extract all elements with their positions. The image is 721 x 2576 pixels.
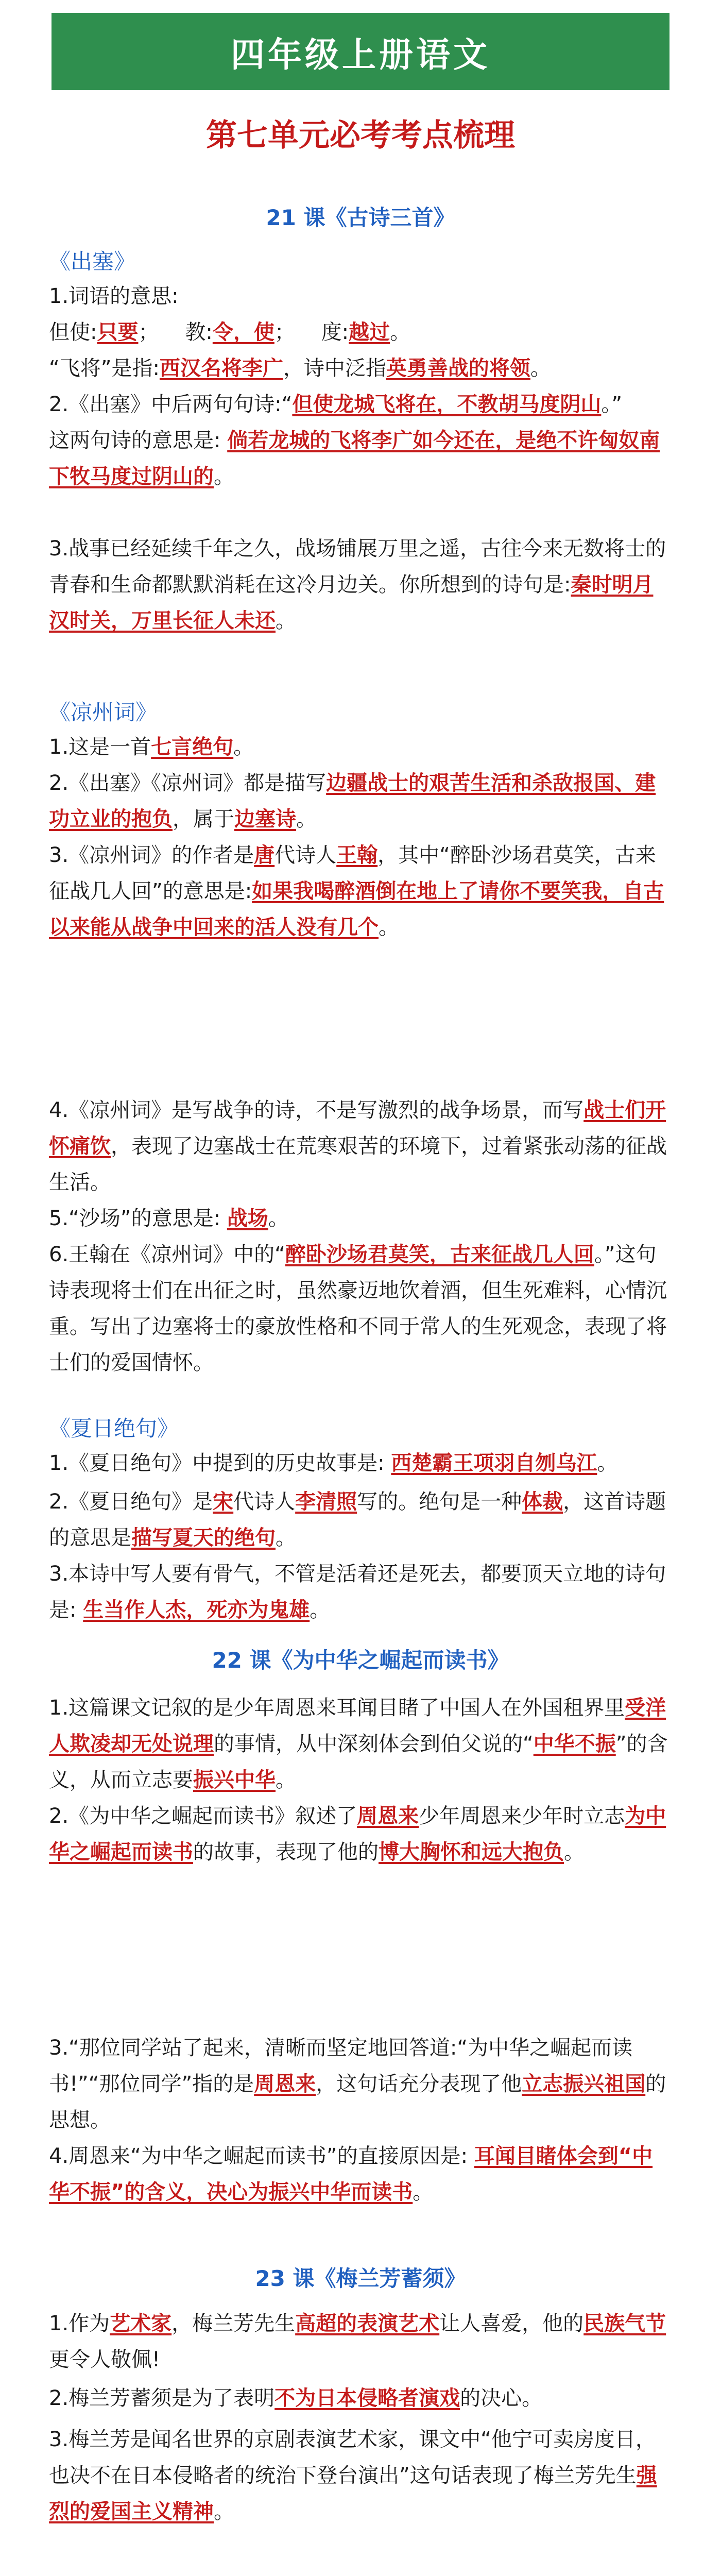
text: 2.《出塞》中后两句句诗:“ [49,393,293,416]
text: 1.这是一首 [49,735,151,759]
text: ，这首诗题的意思是 [49,1490,666,1550]
chusai-q1 [49,278,672,386]
answer: 醉卧沙场君莫笑，古来征战几人回 [285,1243,594,1266]
text: ，其中“醉卧沙场君莫笑，古来征战几人回”的意思是: [49,843,656,903]
answer: 西汉名将李广 [159,357,283,380]
l22-q3 [49,2030,672,2138]
feijiang-line [49,350,672,386]
text: 。 [597,1451,618,1475]
lz-q4 [49,1092,672,1200]
l22-q1 [49,1690,672,1798]
text: 。 [296,807,317,831]
text: 让人喜爱，他的 [439,2312,584,2335]
text: 1.这篇课文记叙的是少年周恩来耳闻目睹了中国人在外国租界里 [49,1696,625,1720]
lesson-22-title: 22 课《为中华之崛起而读书》 [212,1648,509,1673]
text: 。” [601,393,623,416]
l23-q2 [49,2380,672,2416]
answer: 七言绝句 [151,735,234,759]
text: ，这句话充分表现了他 [316,2072,522,2096]
chusai-q3 [49,531,672,639]
text: 的事情，从中深刻体会到伯父说的“ [214,1732,534,1756]
text: 代诗人 [233,1490,296,1514]
text: 的决心。 [460,2386,543,2410]
answer: 体裁 [522,1490,563,1514]
text: ，梅兰芳先生 [171,2312,296,2335]
text: 1.作为 [49,2312,110,2335]
text: 2.《夏日绝句》是 [49,1490,213,1514]
text: 3.战事已经延续千年之久，战场铺展万里之遥，古往今来无数将士的青春和生命都默默消耗在这冷月边关。你所想到的诗句是: [49,537,666,597]
word-label: 度: [321,320,349,344]
answer: 描写夏天的绝句 [131,1526,276,1550]
answer: 宋 [213,1490,234,1514]
answer: 强烈的爱国主义精神 [49,2464,657,2523]
l22-q4 [49,2138,672,2210]
text: “飞将”是指: [49,357,160,380]
text: 。 [276,1768,296,1792]
answer: 边疆战士的艰苦生活和杀敌报国、建功立业的抱负 [49,771,656,831]
text: 。 [564,1840,585,1864]
answer: 西楚霸王项羽自刎乌江 [391,1451,597,1475]
answer: 高超的表演艺术 [295,2312,440,2335]
chusai-q2 [49,386,672,495]
text: ”的含义，从而立志要 [49,1732,668,1792]
answer: 振兴中华 [193,1768,276,1792]
answer: 越过 [349,320,390,344]
text: 的故事，表现了他的 [193,1840,379,1864]
section-liangzhouci: 《凉州词》 [49,700,158,725]
answer: 李清照 [295,1490,357,1514]
answer: 英勇善战的将领 [386,357,530,380]
text: ，诗中泛指 [283,357,386,380]
l23-q3 [49,2421,672,2530]
answer: 如果我喝醉酒倒在地上了请你不要笑我，自古以来能从战争中回来的活人没有几个 [49,879,664,939]
answer: 秦时明月汉时关，万里长征人未还 [49,573,654,633]
text: 5.“沙场”的意思是: [49,1207,227,1230]
text: 。 [310,1598,331,1622]
answer: 不为日本侵略者演戏 [274,2386,460,2410]
text: ，属于 [173,807,234,831]
answer: 令，使 [212,320,274,344]
l23-q1 [49,2306,672,2378]
text: 。 [379,916,399,939]
answer: 王翰 [336,843,378,867]
lesson-23-title: 23 课《梅兰芳蓄须》 [255,2266,466,2291]
text: 少年周恩来少年时立志 [419,1804,625,1828]
word-label: 教: [185,320,213,344]
text: 代诗人 [274,843,337,867]
text: ，表现了边塞战士在荒寒艰苦的环境下，过着紧张动荡的征战生活。 [49,1134,667,1194]
q1-label: 1.词语的意思: [49,284,179,308]
l22-q2 [49,1798,672,1870]
answer: 立志振兴祖国 [522,2072,646,2096]
page-title-banner [52,13,670,90]
text: 。 [413,2180,434,2204]
answer: 唐 [254,843,275,867]
text: 6.王翰在《凉州词》中的“ [49,1243,285,1266]
text: 3.《凉州词》的作者是 [49,843,254,867]
answer: 倘若龙城的飞将李广如今还在，是绝不许匈奴南下牧马度过阴山的 [49,429,660,488]
answer: 但使龙城飞将在，不教胡马度阴山 [292,393,602,416]
text: 。 [233,735,254,759]
text: 3.梅兰芳是闻名世界的京剧表演艺术家，课文中“他宁可卖房度日，也决不在日本侵略者的统治下登台演出”这句话表现了梅兰芳先生 [49,2428,656,2487]
answer: 边塞诗 [234,807,296,831]
text: 。”这句诗表现将士们在出征之时，虽然豪迈地饮着酒，但生死难料，心情沉重。写出了边塞将士的豪放性格和不同于常人的生死观念，表现了将士们的爱国情怀。 [49,1243,667,1375]
text: 。 [268,1207,289,1230]
answer: 艺术家 [110,2312,172,2335]
text: 4.周恩来“为中华之崛起而读书”的直接原因是: [49,2144,474,2168]
xr-q1 [49,1445,672,1481]
answer: 战士们开怀痛饮 [49,1098,666,1158]
text: 。 [530,357,551,380]
lz-q5 [49,1200,672,1236]
unit-subtitle: 第七单元必考考点梳理 [206,117,515,154]
text: 2.《出塞》《凉州词》都是描写 [49,771,327,795]
lz-q6 [49,1236,672,1381]
answer: 博大胸怀和远大抱负 [379,1840,564,1864]
answer: 受洋人欺凌却无处说理 [49,1696,666,1756]
section-xiarijueju: 《夏日绝句》 [49,1416,179,1441]
text: 3.“那位同学站了起来，清晰而坚定地回答道:“为中华之崛起而读书!”“那位同学”指的是 [49,2036,633,2096]
word-label: 但使: [49,320,97,344]
text: 。 [276,609,296,633]
text: 1.《夏日绝句》中提到的历史故事是: [49,1451,391,1475]
answer: 周恩来 [357,1804,419,1828]
page-title: 四年级上册语文 [231,35,490,75]
xr-q2 [49,1484,672,1556]
text: 写的。绝句是一种 [357,1490,522,1514]
text: 3.本诗中写人要有骨气，不管是活着还是死去，都要顶天立地的诗句是: [49,1562,666,1622]
lz-q1 [49,729,672,765]
answer: 只要 [97,320,139,344]
answer: 生当作人杰，死亦为鬼雄 [83,1598,310,1622]
text: 。 [214,465,234,488]
text: 2.梅兰芳蓄须是为了表明 [49,2386,275,2410]
lz-q2 [49,765,672,837]
text: 。 [276,1526,296,1550]
section-chusai: 《出塞》 [49,249,136,274]
text: 更令人敬佩! [49,2348,161,2371]
answer: 民族气节 [583,2312,666,2335]
answer: 周恩来 [254,2072,316,2096]
answer: 耳闻目睹体会到“中华不振”的含义，决心为振兴中华而读书 [49,2144,653,2204]
text: 这两句诗的意思是: [49,429,228,452]
lz-q3 [49,837,672,945]
text: 的思想。 [49,2072,666,2132]
answer: 中华不振 [533,1732,616,1756]
text: 。 [214,2500,234,2523]
q1-words: 但使:只要； 教:令，使； 度:越过。 [49,320,411,344]
text: 2.《为中华之崛起而读书》叙述了 [49,1804,357,1828]
text: 4.《凉州词》是写战争的诗，不是写激烈的战争场景，而写 [49,1098,584,1122]
answer: 为中华之崛起而读书 [49,1804,666,1864]
xr-q3 [49,1556,672,1628]
lesson-21-title: 21 课《古诗三首》 [266,205,455,230]
answer: 战场 [227,1207,268,1230]
